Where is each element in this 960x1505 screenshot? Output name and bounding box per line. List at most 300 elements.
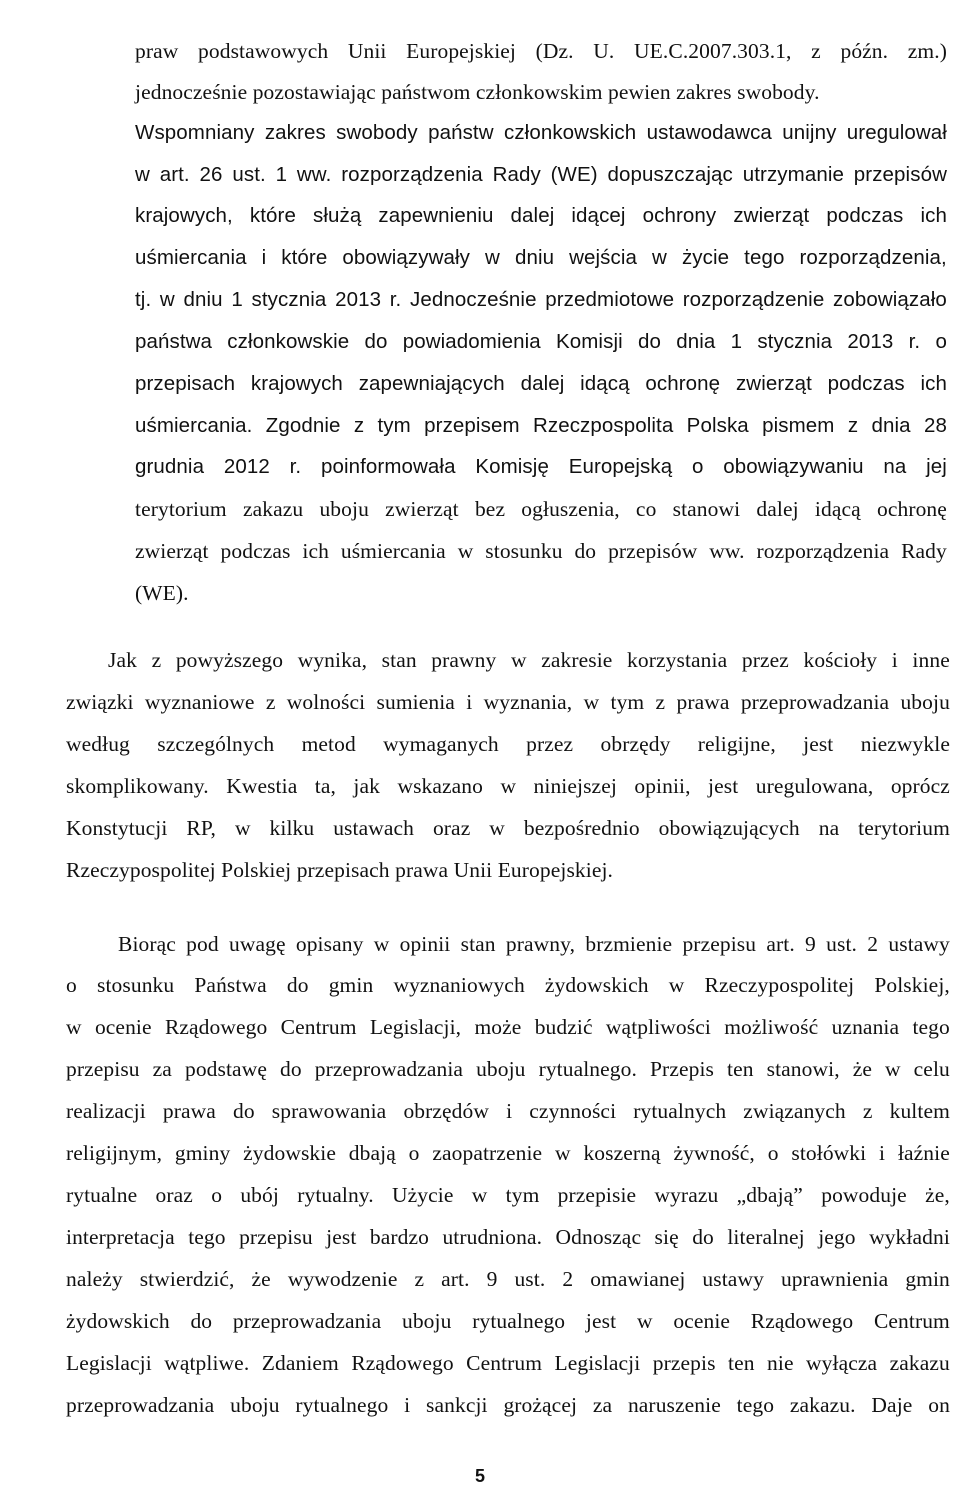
word: w (135, 163, 150, 186)
word: prawny, (505, 932, 576, 956)
word: sankcji (426, 1393, 488, 1417)
word: stan (460, 932, 496, 956)
word: pismem (762, 414, 835, 437)
word: z (265, 690, 276, 714)
word: celu (913, 1057, 950, 1081)
word: o (408, 1141, 420, 1165)
word: jak (353, 774, 380, 798)
word: zapewnieniu (378, 204, 494, 227)
word: i (506, 1099, 513, 1123)
word: prawny (431, 648, 497, 672)
word: i (466, 690, 473, 714)
word: UE.C.2007.303.1, (634, 39, 792, 63)
word: RP, (186, 816, 216, 840)
word: korzystania (627, 648, 728, 672)
word: jest (326, 1225, 357, 1249)
word: czynności (529, 1099, 617, 1123)
word: tym (377, 414, 411, 437)
word: uboju (230, 1393, 280, 1417)
word: Komisję (475, 455, 549, 478)
text-line (66, 1012, 950, 1042)
word: uboju (900, 690, 950, 714)
word: Legislacji (554, 1351, 641, 1375)
word: zakres (264, 121, 326, 144)
word: uregulowana, (755, 774, 874, 798)
word: naruszenie (627, 1393, 721, 1417)
text-line (135, 452, 947, 482)
word: prawa (162, 1099, 216, 1123)
word: w (457, 539, 474, 563)
word: ochronę (645, 372, 721, 395)
word: przepisie (557, 1183, 637, 1207)
word: z (414, 1267, 425, 1291)
word: tj. (135, 288, 152, 311)
word: art. (441, 1267, 470, 1291)
word: dniu (514, 246, 555, 269)
word: (WE) (550, 163, 598, 186)
word: bezpośrednio (523, 816, 640, 840)
word: przepisów (853, 163, 947, 186)
word: przez (526, 732, 574, 756)
text-line (135, 494, 947, 524)
word: w (636, 1309, 653, 1333)
word: uprawnienia (780, 1267, 889, 1291)
text-line (66, 1306, 950, 1336)
text-line (135, 411, 947, 441)
word: Rządowego (164, 1015, 268, 1039)
word: zapewniających (358, 372, 505, 395)
word: ich (920, 372, 947, 395)
word: Jednocześnie (410, 288, 537, 311)
word: r. (389, 288, 402, 311)
word: dnia (871, 414, 911, 437)
word: rytualnych (633, 1099, 727, 1123)
word: zwierząt (735, 372, 812, 395)
word: ubój (240, 1183, 279, 1207)
word: tego (736, 1393, 775, 1417)
word: i (404, 1393, 411, 1417)
word: 2013 (847, 330, 894, 353)
word: w (668, 973, 685, 997)
word: metod (301, 732, 356, 756)
word: przeprowadzania (232, 1309, 382, 1333)
word: że (251, 1267, 271, 1291)
word: obowiązywaniu (723, 455, 864, 478)
word: rytualny. (297, 1183, 374, 1207)
word: prawa (676, 690, 730, 714)
text-line (135, 36, 947, 66)
word: inne (912, 648, 950, 672)
word: Centrum (466, 1351, 543, 1375)
word: Legislacji, (369, 1015, 462, 1039)
word: kościoły (803, 648, 878, 672)
word: obowiązywały (342, 246, 471, 269)
word: interpretacja (66, 1225, 175, 1249)
word: 1 (730, 330, 743, 353)
word: ust. (232, 163, 266, 186)
word: zobowiązało (833, 288, 947, 311)
word: do (286, 973, 309, 997)
word: do (280, 1057, 302, 1081)
word: zakazu (889, 1351, 950, 1375)
word: 2012 (223, 455, 270, 478)
word: skomplikowany. (66, 774, 209, 798)
word: i (261, 246, 267, 269)
word: wejścia (569, 246, 638, 269)
word: do (233, 1099, 255, 1123)
word: z (862, 1099, 873, 1123)
word: przeprowadzania (740, 690, 890, 714)
word: obrzędów (403, 1099, 490, 1123)
word: zakresie (541, 648, 613, 672)
text-line (66, 1180, 950, 1210)
word: wskazano (397, 774, 484, 798)
word: rytualne (66, 1183, 138, 1207)
word: Państwa (194, 973, 267, 997)
word: art. (766, 932, 795, 956)
word: idącą (814, 497, 861, 521)
word: Zdaniem (261, 1351, 339, 1375)
word: Przepis (650, 1057, 714, 1081)
word: zakazu (242, 497, 304, 521)
word: oraz (432, 816, 471, 840)
text-line (135, 118, 947, 148)
word: podczas (827, 372, 905, 395)
word: Konstytucji (66, 816, 168, 840)
word: 1 (231, 288, 243, 311)
word: ww. (296, 163, 332, 186)
word: poinformowała (320, 455, 456, 478)
word: kultem (889, 1099, 950, 1123)
word: oraz (155, 1183, 193, 1207)
word: zwierząt (733, 204, 810, 227)
word: wyznaniowe (144, 690, 255, 714)
word: wykładni (869, 1225, 950, 1249)
word: stan (381, 648, 417, 672)
word: dniu (183, 288, 223, 311)
word: stanowi, (766, 1057, 840, 1081)
word: uboju (401, 1309, 452, 1333)
word: Rządowego (351, 1351, 454, 1375)
word: że (852, 1057, 872, 1081)
word: żydowskich (544, 973, 649, 997)
word: związki (66, 690, 134, 714)
word: za (152, 1057, 172, 1081)
word: przedmiotowe (545, 288, 675, 311)
word: i (891, 648, 898, 672)
word: przeprowadzania (314, 1057, 464, 1081)
word: Komisji (555, 330, 623, 353)
word: Biorąc (118, 932, 176, 956)
word: ustawach (333, 816, 414, 840)
word: Europejską (568, 455, 673, 478)
word: co (635, 497, 657, 521)
word: Rady (901, 539, 947, 563)
word: 2 (867, 932, 879, 956)
word: uśmiercania (135, 246, 247, 269)
word: omawianej (590, 1267, 686, 1291)
word: wątpliwości (605, 1015, 711, 1039)
word: podczas (826, 204, 904, 227)
word: idącą (580, 372, 630, 395)
word: gminy (174, 1141, 231, 1165)
word: z (811, 39, 821, 63)
word: Użycie (392, 1183, 454, 1207)
word: do (692, 1225, 714, 1249)
text-line (66, 1222, 950, 1252)
word: tym (505, 1183, 540, 1207)
word: żydowskie (243, 1141, 336, 1165)
text-line (135, 243, 947, 273)
word: opisany (295, 932, 364, 956)
text-line: jednocześnie pozostawiając państwom członkowskim pewien zakres swobody. (135, 80, 820, 104)
word: tym (610, 690, 645, 714)
word: wyznania, (483, 690, 573, 714)
word: 1 (275, 163, 288, 186)
text-line (135, 536, 947, 566)
word: 2 (562, 1267, 574, 1291)
word: państwa (135, 330, 213, 353)
word: ta, (314, 774, 336, 798)
word: może (474, 1015, 522, 1039)
word: do (190, 1309, 213, 1333)
word: niniejszej (533, 774, 617, 798)
word: wymaganych (383, 732, 499, 756)
word: Rady (492, 163, 541, 186)
word: wyrazu (654, 1183, 719, 1207)
word: które (249, 204, 296, 227)
word: na (818, 816, 840, 840)
word: i (879, 1141, 886, 1165)
word: żydowskich (66, 1309, 170, 1333)
word: stanowi (672, 497, 741, 521)
word: Jak (108, 648, 137, 672)
text-line: Rzeczypospolitej Polskiej przepisach prawa Unii Europejskiej. (66, 858, 614, 882)
text-line (66, 1096, 950, 1126)
word: ogłuszenia, (521, 497, 620, 521)
word: w (373, 932, 390, 956)
word: w (554, 1141, 571, 1165)
word: do (637, 330, 661, 353)
word: tego (744, 246, 785, 269)
word: zaopatrzenie (432, 1141, 543, 1165)
word: rytualnego. (538, 1057, 637, 1081)
word: rozporządzenia (756, 539, 890, 563)
word: „dbają” (736, 1183, 803, 1207)
word: Centrum (280, 1015, 357, 1039)
word: jego (818, 1225, 856, 1249)
word: stwierdzić, (139, 1267, 235, 1291)
word: przez (741, 648, 789, 672)
word: podstawę (184, 1057, 267, 1081)
word: w (159, 288, 175, 311)
word: 28 (923, 414, 947, 437)
word: ochrony (642, 204, 717, 227)
word: powiadomienia (402, 330, 541, 353)
word: swobody (336, 121, 418, 144)
word: Kwestia (226, 774, 298, 798)
word: ustawodawca (646, 121, 772, 144)
word: dopuszczając (607, 163, 733, 186)
word: jest (803, 732, 834, 756)
word: z (655, 690, 666, 714)
word: dalej (510, 204, 555, 227)
word: członkowskie (227, 330, 350, 353)
text-line (66, 813, 950, 843)
word: podstawowych (198, 39, 329, 63)
word: na (883, 455, 907, 478)
word: przeprowadzania (66, 1393, 215, 1417)
word: w (485, 246, 500, 269)
word: nie (767, 1351, 794, 1375)
word: Polska (686, 414, 749, 437)
word: wątpliwe. (164, 1351, 250, 1375)
word: wynika, (297, 648, 368, 672)
word: o (692, 455, 704, 478)
word: grudnia (135, 455, 205, 478)
word: grożącej (503, 1393, 578, 1417)
word: bardzo (369, 1225, 429, 1249)
word: ustawy (702, 1267, 764, 1291)
word: Unii (347, 39, 387, 63)
word: przepisu (682, 932, 757, 956)
word: ustawy (888, 932, 950, 956)
word: ust. (514, 1267, 546, 1291)
word: stołówki (791, 1141, 867, 1165)
word: uznania (831, 1015, 900, 1039)
word: w (583, 690, 600, 714)
word: życie (681, 246, 730, 269)
word: krajowych (250, 372, 343, 395)
word: r. (289, 455, 302, 478)
word: o (767, 1141, 779, 1165)
word: koszerną (583, 1141, 661, 1165)
text-line (66, 687, 950, 717)
word: religijne, (697, 732, 776, 756)
word: w (471, 1183, 488, 1207)
word: rozporządzenie (682, 288, 825, 311)
word: zwierząt (385, 497, 459, 521)
word: wywodzenie (287, 1267, 398, 1291)
word: w (500, 774, 517, 798)
word: dnia (676, 330, 716, 353)
word: powoduje (821, 1183, 907, 1207)
page-number: 5 (474, 1466, 486, 1486)
word: uregulował (846, 121, 947, 144)
word: rytualnego (472, 1309, 566, 1333)
word: z (151, 648, 162, 672)
word: (Dz. (535, 39, 574, 63)
word: opinii, (634, 774, 691, 798)
word: stycznia (757, 330, 833, 353)
word: unijny (782, 121, 837, 144)
text-line (66, 1264, 950, 1294)
text-line (135, 327, 947, 357)
word: brzmienie (585, 932, 673, 956)
text-line (66, 1390, 950, 1420)
word: z (847, 414, 859, 437)
word: jest (708, 774, 739, 798)
word: ich (302, 539, 329, 563)
text-line (108, 645, 950, 675)
word: zm.) (907, 39, 947, 63)
word: literalnej (727, 1225, 805, 1249)
text-line: (WE). (135, 581, 189, 605)
word: wyłącza (806, 1351, 878, 1375)
word: ocenie (94, 1015, 152, 1039)
word: kilku (269, 816, 315, 840)
word: że, (925, 1183, 950, 1207)
word: przepis (652, 1351, 716, 1375)
word: w (652, 246, 667, 269)
word: Odnosząc (555, 1225, 642, 1249)
text-line (135, 285, 947, 315)
word: Polskiej, (874, 973, 950, 997)
word: do (574, 539, 597, 563)
word: Europejskiej (406, 39, 516, 63)
word: utrudniona. (442, 1225, 543, 1249)
word: zakazu. (789, 1393, 856, 1417)
word: uboju (319, 497, 369, 521)
word: przepisów (608, 539, 698, 563)
word: sprawowania (271, 1099, 387, 1123)
word: w (66, 1015, 82, 1039)
word: przepisach (135, 372, 236, 395)
word: o (935, 330, 947, 353)
word: przepisem (424, 414, 520, 437)
word: wolności (286, 690, 366, 714)
word: niezwykle (860, 732, 950, 756)
word: 9 (805, 932, 816, 956)
word: Rzeczpospolita (532, 414, 674, 437)
word: późn. (840, 39, 889, 63)
text-line (135, 201, 947, 231)
word: dbają (348, 1141, 396, 1165)
word: art. (159, 163, 190, 186)
word: które (281, 246, 328, 269)
text-line (118, 929, 950, 959)
word: sumienia (376, 690, 455, 714)
word: Centrum (873, 1309, 950, 1333)
text-line (66, 1054, 950, 1084)
word: praw (135, 39, 179, 63)
word: uboju (476, 1057, 526, 1081)
text-line (135, 160, 947, 190)
word: ten (727, 1057, 754, 1081)
word: ich (920, 204, 947, 227)
word: krajowych, (135, 204, 233, 227)
word: Wspomniany (135, 121, 255, 144)
word: Legislacji (66, 1351, 152, 1375)
word: przepisu (66, 1057, 140, 1081)
word: uwagę (228, 932, 286, 956)
text-line (66, 1348, 950, 1378)
word: dalej (756, 497, 799, 521)
word: przepisu (239, 1225, 313, 1249)
word: on (928, 1393, 950, 1417)
word: stosunku (96, 973, 175, 997)
word: z (353, 414, 365, 437)
word: podczas (220, 539, 291, 563)
word: Rzeczypospolitej (704, 973, 855, 997)
word: terytorium (135, 497, 227, 521)
word: 9 (486, 1267, 498, 1291)
word: żywność, (673, 1141, 755, 1165)
word: ocenie (673, 1309, 731, 1333)
text-line (135, 369, 947, 399)
text-line (66, 729, 950, 759)
word: państw (428, 121, 494, 144)
